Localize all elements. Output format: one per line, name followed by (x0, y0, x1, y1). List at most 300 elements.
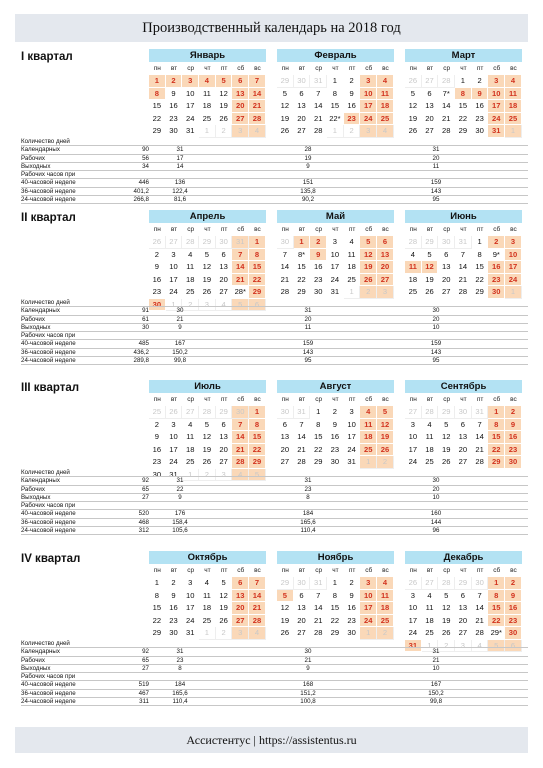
day-cell: 10 (182, 590, 199, 603)
stat-quarter-total: 312 (138, 527, 149, 535)
day-cell: 2 (472, 75, 489, 88)
other-month-day: 1 (505, 125, 522, 138)
holiday-day: 23 (344, 113, 361, 126)
short-day: 7* (438, 88, 455, 101)
weekday-label: вс (510, 65, 517, 72)
holiday-day: 13 (232, 590, 249, 603)
stat-quarter-total: 65 (142, 485, 149, 493)
weekday-label: вт (298, 567, 306, 574)
weekday-label: чт (332, 65, 339, 72)
holiday-day: 14 (232, 261, 249, 274)
holiday-day: 17 (360, 100, 377, 113)
holiday-day: 21 (232, 274, 249, 287)
month-calendar (149, 49, 266, 138)
day-cell: 26 (405, 125, 422, 138)
holiday-day: 31 (405, 640, 422, 653)
stat-month-value: 21 (304, 656, 312, 664)
other-month-day: 1 (360, 456, 377, 469)
day-cell: 20 (455, 615, 472, 628)
day-cell: 17 (182, 100, 199, 113)
weekday-label: ср (315, 65, 323, 72)
day-cell: 18 (182, 274, 199, 287)
weekday-label: сб (365, 567, 373, 574)
stat-quarter-total: 520 (138, 510, 149, 518)
holiday-day: 18 (377, 602, 394, 615)
stat-month-value: 95 (432, 357, 440, 365)
day-cell: 18 (182, 444, 199, 457)
day-cell: 9 (149, 431, 166, 444)
stat-label: Рабочих (21, 315, 45, 323)
day-cell: 9 (149, 261, 166, 274)
day-cell: 6 (455, 590, 472, 603)
day-cell: 27 (294, 627, 311, 640)
day-cell: 21 (310, 615, 327, 628)
day-cell: 11 (182, 431, 199, 444)
quarter-label: I квартал (21, 51, 73, 63)
holiday-day: 3 (505, 236, 522, 249)
stat-label: Рабочих часов при (21, 171, 76, 179)
day-cell: 13 (216, 261, 233, 274)
stat-label: Календарных (21, 477, 60, 485)
stats-row (21, 188, 528, 196)
stat-label: 36-часовой неделе (21, 518, 76, 526)
stat-label: Календарных (21, 146, 60, 154)
day-cell: 23 (166, 113, 183, 126)
holiday-day: 7 (232, 249, 249, 262)
day-cell: 16 (166, 100, 183, 113)
holiday-day: 27 (377, 274, 394, 287)
weekday-label: сб (237, 65, 245, 72)
day-cell: 11 (422, 602, 439, 615)
day-cell: 12 (438, 431, 455, 444)
stat-month-value: 136 (174, 179, 186, 187)
holiday-day: 20 (232, 602, 249, 615)
day-cell: 9 (327, 419, 344, 432)
day-cell: 7 (472, 419, 489, 432)
weekday-label: пт (476, 65, 484, 72)
stat-label: Количество дней (21, 640, 70, 647)
weekday-label: пт (348, 396, 356, 403)
weekday-label: ср (315, 396, 323, 403)
day-cell: 14 (472, 431, 489, 444)
day-cell: 29 (149, 627, 166, 640)
other-month-day: 29 (277, 75, 294, 88)
holiday-day: 18 (505, 100, 522, 113)
day-cell: 13 (216, 431, 233, 444)
stat-month-value: 99,8 (429, 698, 443, 706)
stats-row (21, 155, 528, 163)
stat-quarter-total: 91 (142, 307, 149, 315)
stat-month-value: 21 (432, 656, 440, 664)
day-cell: 23 (166, 615, 183, 628)
day-cell: 15 (472, 261, 489, 274)
holiday-day: 23 (488, 274, 505, 287)
day-cell: 31 (327, 286, 344, 299)
day-cell: 13 (422, 100, 439, 113)
day-cell: 22 (327, 615, 344, 628)
day-cell: 3 (327, 236, 344, 249)
stats-table (21, 640, 528, 706)
day-cell: 27 (216, 456, 233, 469)
stats-row (21, 690, 528, 698)
day-grid (277, 406, 394, 469)
day-cell: 22 (310, 444, 327, 457)
day-cell: 9 (344, 590, 361, 603)
stat-month-value: 150,2 (172, 348, 188, 356)
day-cell: 5 (199, 419, 216, 432)
day-cell: 29 (149, 125, 166, 138)
day-cell: 22 (455, 113, 472, 126)
day-cell: 19 (199, 274, 216, 287)
stats-row (21, 340, 528, 348)
month-calendar (277, 551, 394, 640)
stat-month-value: 143 (302, 348, 314, 356)
day-cell: 12 (438, 602, 455, 615)
day-cell: 27 (422, 125, 439, 138)
stat-label: Рабочих (21, 656, 45, 664)
day-cell: 21 (294, 444, 311, 457)
stat-month-value: 95 (304, 357, 312, 365)
weekday-label: вс (382, 567, 389, 574)
day-cell: 20 (277, 444, 294, 457)
holiday-day: 13 (377, 249, 394, 262)
other-month-day: 26 (405, 577, 422, 590)
stat-month-value: 11 (432, 162, 440, 170)
other-month-day: 26 (166, 406, 183, 419)
stats-row (21, 171, 528, 179)
holiday-day: 19 (360, 261, 377, 274)
day-cell: 16 (310, 261, 327, 274)
holiday-day: 17 (488, 100, 505, 113)
other-month-day: 26 (149, 236, 166, 249)
other-month-day: 4 (232, 469, 249, 482)
stat-month-value: 158,4 (172, 518, 188, 526)
stat-month-value: 168 (302, 681, 314, 689)
stat-month-value: 20 (432, 485, 440, 493)
day-cell: 1 (327, 75, 344, 88)
day-cell: 16 (344, 100, 361, 113)
day-cell: 15 (455, 100, 472, 113)
other-month-day: 5 (488, 640, 505, 653)
day-cell: 19 (405, 113, 422, 126)
stat-month-value: 14 (176, 162, 184, 170)
other-month-day: 2 (216, 627, 233, 640)
weekday-row (405, 64, 522, 74)
holiday-day: 7 (232, 419, 249, 432)
other-month-day: 30 (216, 236, 233, 249)
day-cell: 25 (182, 286, 199, 299)
weekday-label: ср (187, 396, 195, 403)
weekday-label: сб (237, 396, 245, 403)
holiday-day: 11 (505, 88, 522, 101)
day-cell: 1 (149, 577, 166, 590)
day-cell: 16 (327, 431, 344, 444)
day-cell: 25 (182, 456, 199, 469)
holiday-day: 13 (232, 88, 249, 101)
other-month-day: 25 (149, 406, 166, 419)
day-cell: 14 (455, 261, 472, 274)
day-cell: 31 (182, 627, 199, 640)
holiday-day: 31 (488, 125, 505, 138)
short-day: 8* (294, 249, 311, 262)
weekday-label: вс (510, 226, 517, 233)
weekday-label: пт (476, 226, 484, 233)
stats-row (21, 138, 528, 146)
stat-month-value: 31 (304, 477, 312, 485)
holiday-day: 5 (216, 75, 233, 88)
other-month-day: 2 (182, 299, 199, 312)
stat-month-value: 31 (176, 477, 184, 485)
stat-label: Количество дней (21, 138, 70, 145)
day-grid (277, 236, 394, 299)
day-cell: 23 (472, 113, 489, 126)
day-grid (149, 577, 266, 640)
stat-label: 24-часовой неделе (21, 527, 76, 535)
other-month-day: 1 (505, 286, 522, 299)
stats-row (21, 502, 528, 510)
weekday-label: вт (426, 65, 434, 72)
day-cell: 10 (166, 431, 183, 444)
holiday-day: 1 (488, 577, 505, 590)
stat-label: Выходных (21, 664, 51, 672)
holiday-day: 11 (360, 419, 377, 432)
weekday-label: сб (365, 396, 373, 403)
day-cell: 24 (166, 286, 183, 299)
stat-month-value: 30 (176, 307, 184, 315)
weekday-label: ср (443, 396, 451, 403)
weekday-label: чт (204, 65, 211, 72)
other-month-day: 3 (360, 125, 377, 138)
day-cell: 23 (310, 274, 327, 287)
stat-quarter-total: 446 (138, 179, 149, 187)
stat-quarter-total: 266,8 (133, 196, 149, 204)
holiday-day: 19 (377, 431, 394, 444)
quarter-label: IV квартал (21, 553, 81, 565)
other-month-day: 28 (438, 577, 455, 590)
day-cell: 18 (344, 261, 361, 274)
day-cell: 5 (216, 577, 233, 590)
stat-month-value: 20 (432, 315, 440, 323)
holiday-day: 25 (505, 113, 522, 126)
weekday-label: чт (460, 567, 467, 574)
day-cell: 26 (199, 456, 216, 469)
weekday-label: пт (348, 567, 356, 574)
month-calendar (405, 551, 522, 652)
month-calendar (149, 551, 266, 640)
weekday-label: сб (493, 396, 501, 403)
stat-label: Количество дней (21, 299, 70, 306)
day-grid (149, 75, 266, 138)
weekday-row (149, 566, 266, 576)
weekday-label: пн (153, 567, 161, 574)
day-cell: 6 (455, 419, 472, 432)
day-cell: 18 (422, 444, 439, 457)
day-cell: 12 (216, 590, 233, 603)
day-cell: 17 (327, 261, 344, 274)
stats-row (21, 665, 528, 673)
other-month-day: 3 (199, 299, 216, 312)
stat-month-value: 159 (430, 179, 442, 187)
other-month-day: 27 (422, 577, 439, 590)
weekday-label: чт (332, 226, 339, 233)
holiday-day: 16 (488, 261, 505, 274)
day-cell: 21 (472, 615, 489, 628)
stat-label: Рабочих (21, 154, 45, 162)
weekday-label: вт (426, 567, 434, 574)
holiday-day: 24 (360, 113, 377, 126)
weekday-label: вт (298, 65, 306, 72)
day-cell: 31 (166, 469, 183, 482)
holiday-day: 16 (505, 602, 522, 615)
day-cell: 28 (438, 125, 455, 138)
other-month-day: 5 (232, 299, 249, 312)
day-cell: 27 (438, 286, 455, 299)
stat-month-value: 99,8 (173, 357, 187, 365)
day-cell: 7 (310, 88, 327, 101)
day-cell: 7 (294, 419, 311, 432)
stats-row (21, 332, 528, 340)
stat-month-value: 9 (306, 664, 310, 672)
holiday-day: 30 (505, 627, 522, 640)
holiday-day: 10 (488, 88, 505, 101)
other-month-day: 5 (249, 469, 266, 482)
holiday-day: 4 (377, 577, 394, 590)
day-cell: 6 (422, 88, 439, 101)
other-month-day: 1 (360, 627, 377, 640)
day-cell: 19 (216, 602, 233, 615)
day-cell: 13 (294, 602, 311, 615)
stat-month-value: 8 (178, 664, 182, 672)
month-name: Февраль (277, 49, 394, 62)
stat-label: Календарных (21, 648, 60, 656)
stat-month-value: 22 (176, 485, 184, 493)
holiday-day: 25 (360, 444, 377, 457)
day-cell: 5 (199, 249, 216, 262)
day-cell: 29 (310, 456, 327, 469)
day-cell: 17 (166, 274, 183, 287)
other-month-day: 2 (344, 125, 361, 138)
weekday-row (405, 225, 522, 235)
other-month-day: 30 (294, 577, 311, 590)
day-cell: 20 (422, 113, 439, 126)
stat-month-value: 151 (302, 179, 314, 187)
month-calendar (405, 49, 522, 138)
stat-month-value: 167 (430, 681, 442, 689)
day-cell: 28 (294, 456, 311, 469)
stat-quarter-total: 27 (142, 664, 149, 672)
day-cell: 28 (277, 286, 294, 299)
other-month-day: 4 (377, 125, 394, 138)
day-cell: 11 (199, 88, 216, 101)
day-cell: 8 (310, 419, 327, 432)
stat-quarter-total: 468 (138, 518, 149, 526)
stat-month-value: 30 (432, 477, 440, 485)
stats-row (21, 163, 528, 171)
holiday-day: 2 (310, 236, 327, 249)
other-month-day: 4 (216, 299, 233, 312)
other-month-day: 3 (455, 640, 472, 653)
stat-label: 40-часовой неделе (21, 340, 76, 348)
weekday-label: пн (281, 65, 289, 72)
other-month-day: 4 (249, 125, 266, 138)
weekday-label: пт (348, 65, 356, 72)
day-grid (277, 75, 394, 138)
day-cell: 15 (149, 602, 166, 615)
weekday-label: пт (348, 226, 356, 233)
day-cell: 1 (472, 236, 489, 249)
day-cell: 5 (438, 590, 455, 603)
day-cell: 28 (455, 286, 472, 299)
holiday-day: 21 (232, 444, 249, 457)
day-cell: 6 (216, 419, 233, 432)
stat-month-value: 28 (304, 146, 312, 154)
holiday-day: 4 (505, 75, 522, 88)
other-month-day: 28 (199, 406, 216, 419)
holiday-day: 1 (294, 236, 311, 249)
holiday-day: 25 (377, 615, 394, 628)
day-cell: 8 (327, 590, 344, 603)
day-cell: 19 (277, 615, 294, 628)
short-day: 29* (488, 627, 505, 640)
day-cell: 3 (166, 419, 183, 432)
stat-quarter-total: 92 (142, 648, 149, 656)
weekday-label: вт (426, 396, 434, 403)
day-grid (405, 236, 522, 299)
other-month-day: 4 (249, 627, 266, 640)
holiday-day: 3 (360, 577, 377, 590)
stat-month-value: 144 (430, 518, 442, 526)
stats-row (21, 527, 528, 535)
stat-month-value: 135,8 (300, 187, 316, 195)
day-cell: 30 (472, 125, 489, 138)
other-month-day: 29 (438, 406, 455, 419)
weekday-label: ср (443, 567, 451, 574)
other-month-day: 2 (360, 286, 377, 299)
holiday-day: 11 (405, 261, 422, 274)
weekday-label: ср (187, 65, 195, 72)
weekday-label: пн (409, 567, 417, 574)
weekday-row (277, 566, 394, 576)
other-month-day: 29 (199, 236, 216, 249)
footer: Ассистентус | https://assistentus.ru (15, 727, 528, 753)
day-cell: 6 (216, 249, 233, 262)
stat-month-value: 159 (430, 340, 442, 348)
holiday-day: 30 (149, 299, 166, 312)
day-cell: 14 (472, 602, 489, 615)
day-cell: 26 (277, 627, 294, 640)
stat-month-value: 165,6 (172, 689, 188, 697)
day-cell: 31 (182, 125, 199, 138)
day-grid (277, 577, 394, 640)
stat-label: Рабочих часов при (21, 673, 76, 681)
holiday-day: 2 (505, 406, 522, 419)
holiday-day: 14 (249, 590, 266, 603)
day-cell: 4 (182, 249, 199, 262)
weekday-label: вс (254, 396, 261, 403)
stat-month-value: 160 (430, 510, 442, 518)
weekday-label: пн (281, 567, 289, 574)
day-cell: 10 (166, 261, 183, 274)
day-cell: 15 (327, 602, 344, 615)
day-cell: 7 (277, 249, 294, 262)
stat-month-value: 165,6 (300, 518, 316, 526)
holiday-day: 29 (249, 286, 266, 299)
stats-row (21, 349, 528, 357)
stats-row (21, 698, 528, 706)
weekday-label: вт (426, 226, 434, 233)
month-name: Июнь (405, 210, 522, 223)
weekday-label: пн (281, 226, 289, 233)
